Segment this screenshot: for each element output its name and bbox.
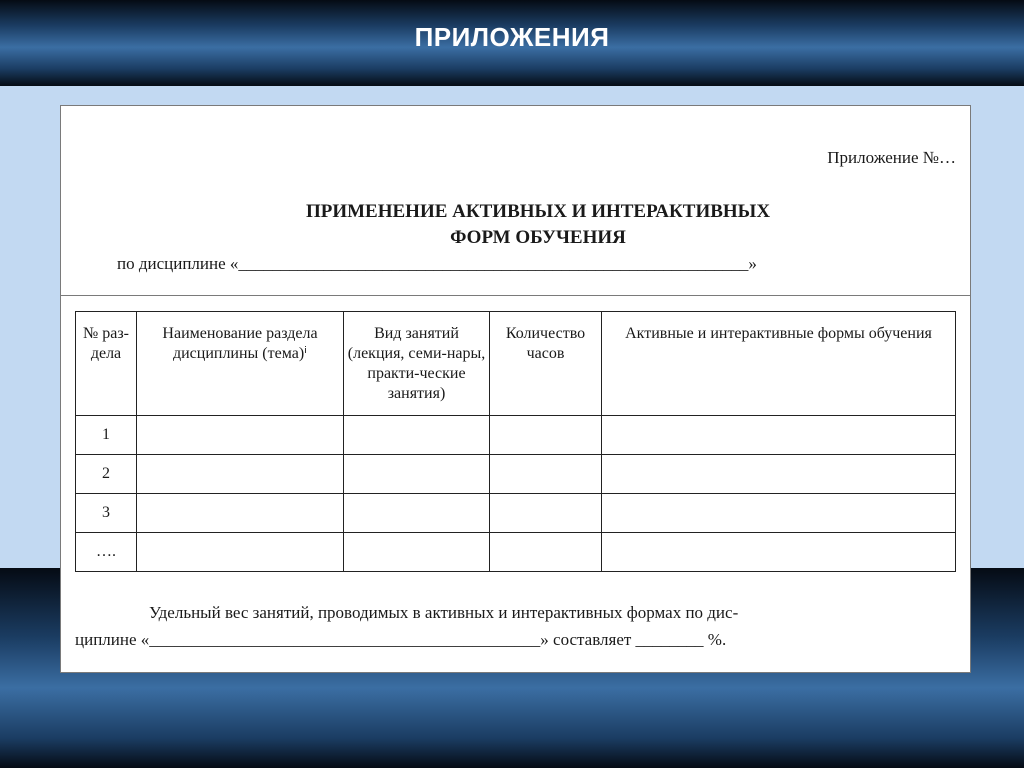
table-cell [602,533,956,572]
table-cell [344,416,490,455]
table-cell [344,455,490,494]
weight-note-line-2: циплине «______________________________________________» составляет ________ %. [75,630,727,649]
table-cell [490,455,602,494]
slide-title: ПРИЛОЖЕНИЯ [414,22,610,52]
table-row [76,533,956,572]
row-number: …. [76,533,137,572]
header-section-number: № раз-дела [76,312,137,416]
table-cell [602,416,956,455]
table-row [76,455,956,494]
document-image [60,105,971,673]
table-cell [344,533,490,572]
table-cell [602,455,956,494]
table-cell [137,494,344,533]
weight-note [75,599,945,653]
header-hours: Количество часов [490,312,602,416]
divider [61,295,970,296]
weight-note-line-1: Удельный вес занятий, проводимых в активных и интерактивных формах по дис- [149,603,739,622]
appendix-number: Приложение №… [827,148,956,167]
row-number: 2 [76,455,137,494]
table-cell [602,494,956,533]
table-cell [344,494,490,533]
forms-table [75,311,956,572]
row-number: 3 [76,494,137,533]
document-title [61,199,970,251]
row-number: 1 [76,416,137,455]
table-cell [490,494,602,533]
table-row [76,416,956,455]
header-class-type: Вид занятий (лекция, семи-нары, практи-ческие занятия) [344,312,490,416]
table-cell [137,455,344,494]
document-title-line-2: ФОРМ ОБУЧЕНИЯ [450,227,626,248]
table-row [76,494,956,533]
discipline-line: по дисциплине «____________________________________________________________» [117,254,757,273]
table-cell [137,416,344,455]
table-cell [137,533,344,572]
table-cell [490,416,602,455]
table-cell [490,533,602,572]
header-section-name: Наименование раздела дисциплины (тема)ⁱ [137,312,344,416]
header-forms: Активные и интерактивные формы обучения [602,312,956,416]
document-title-line-1: ПРИМЕНЕНИЕ АКТИВНЫХ И ИНТЕРАКТИВНЫХ [305,201,771,222]
table-header-row [76,312,956,416]
